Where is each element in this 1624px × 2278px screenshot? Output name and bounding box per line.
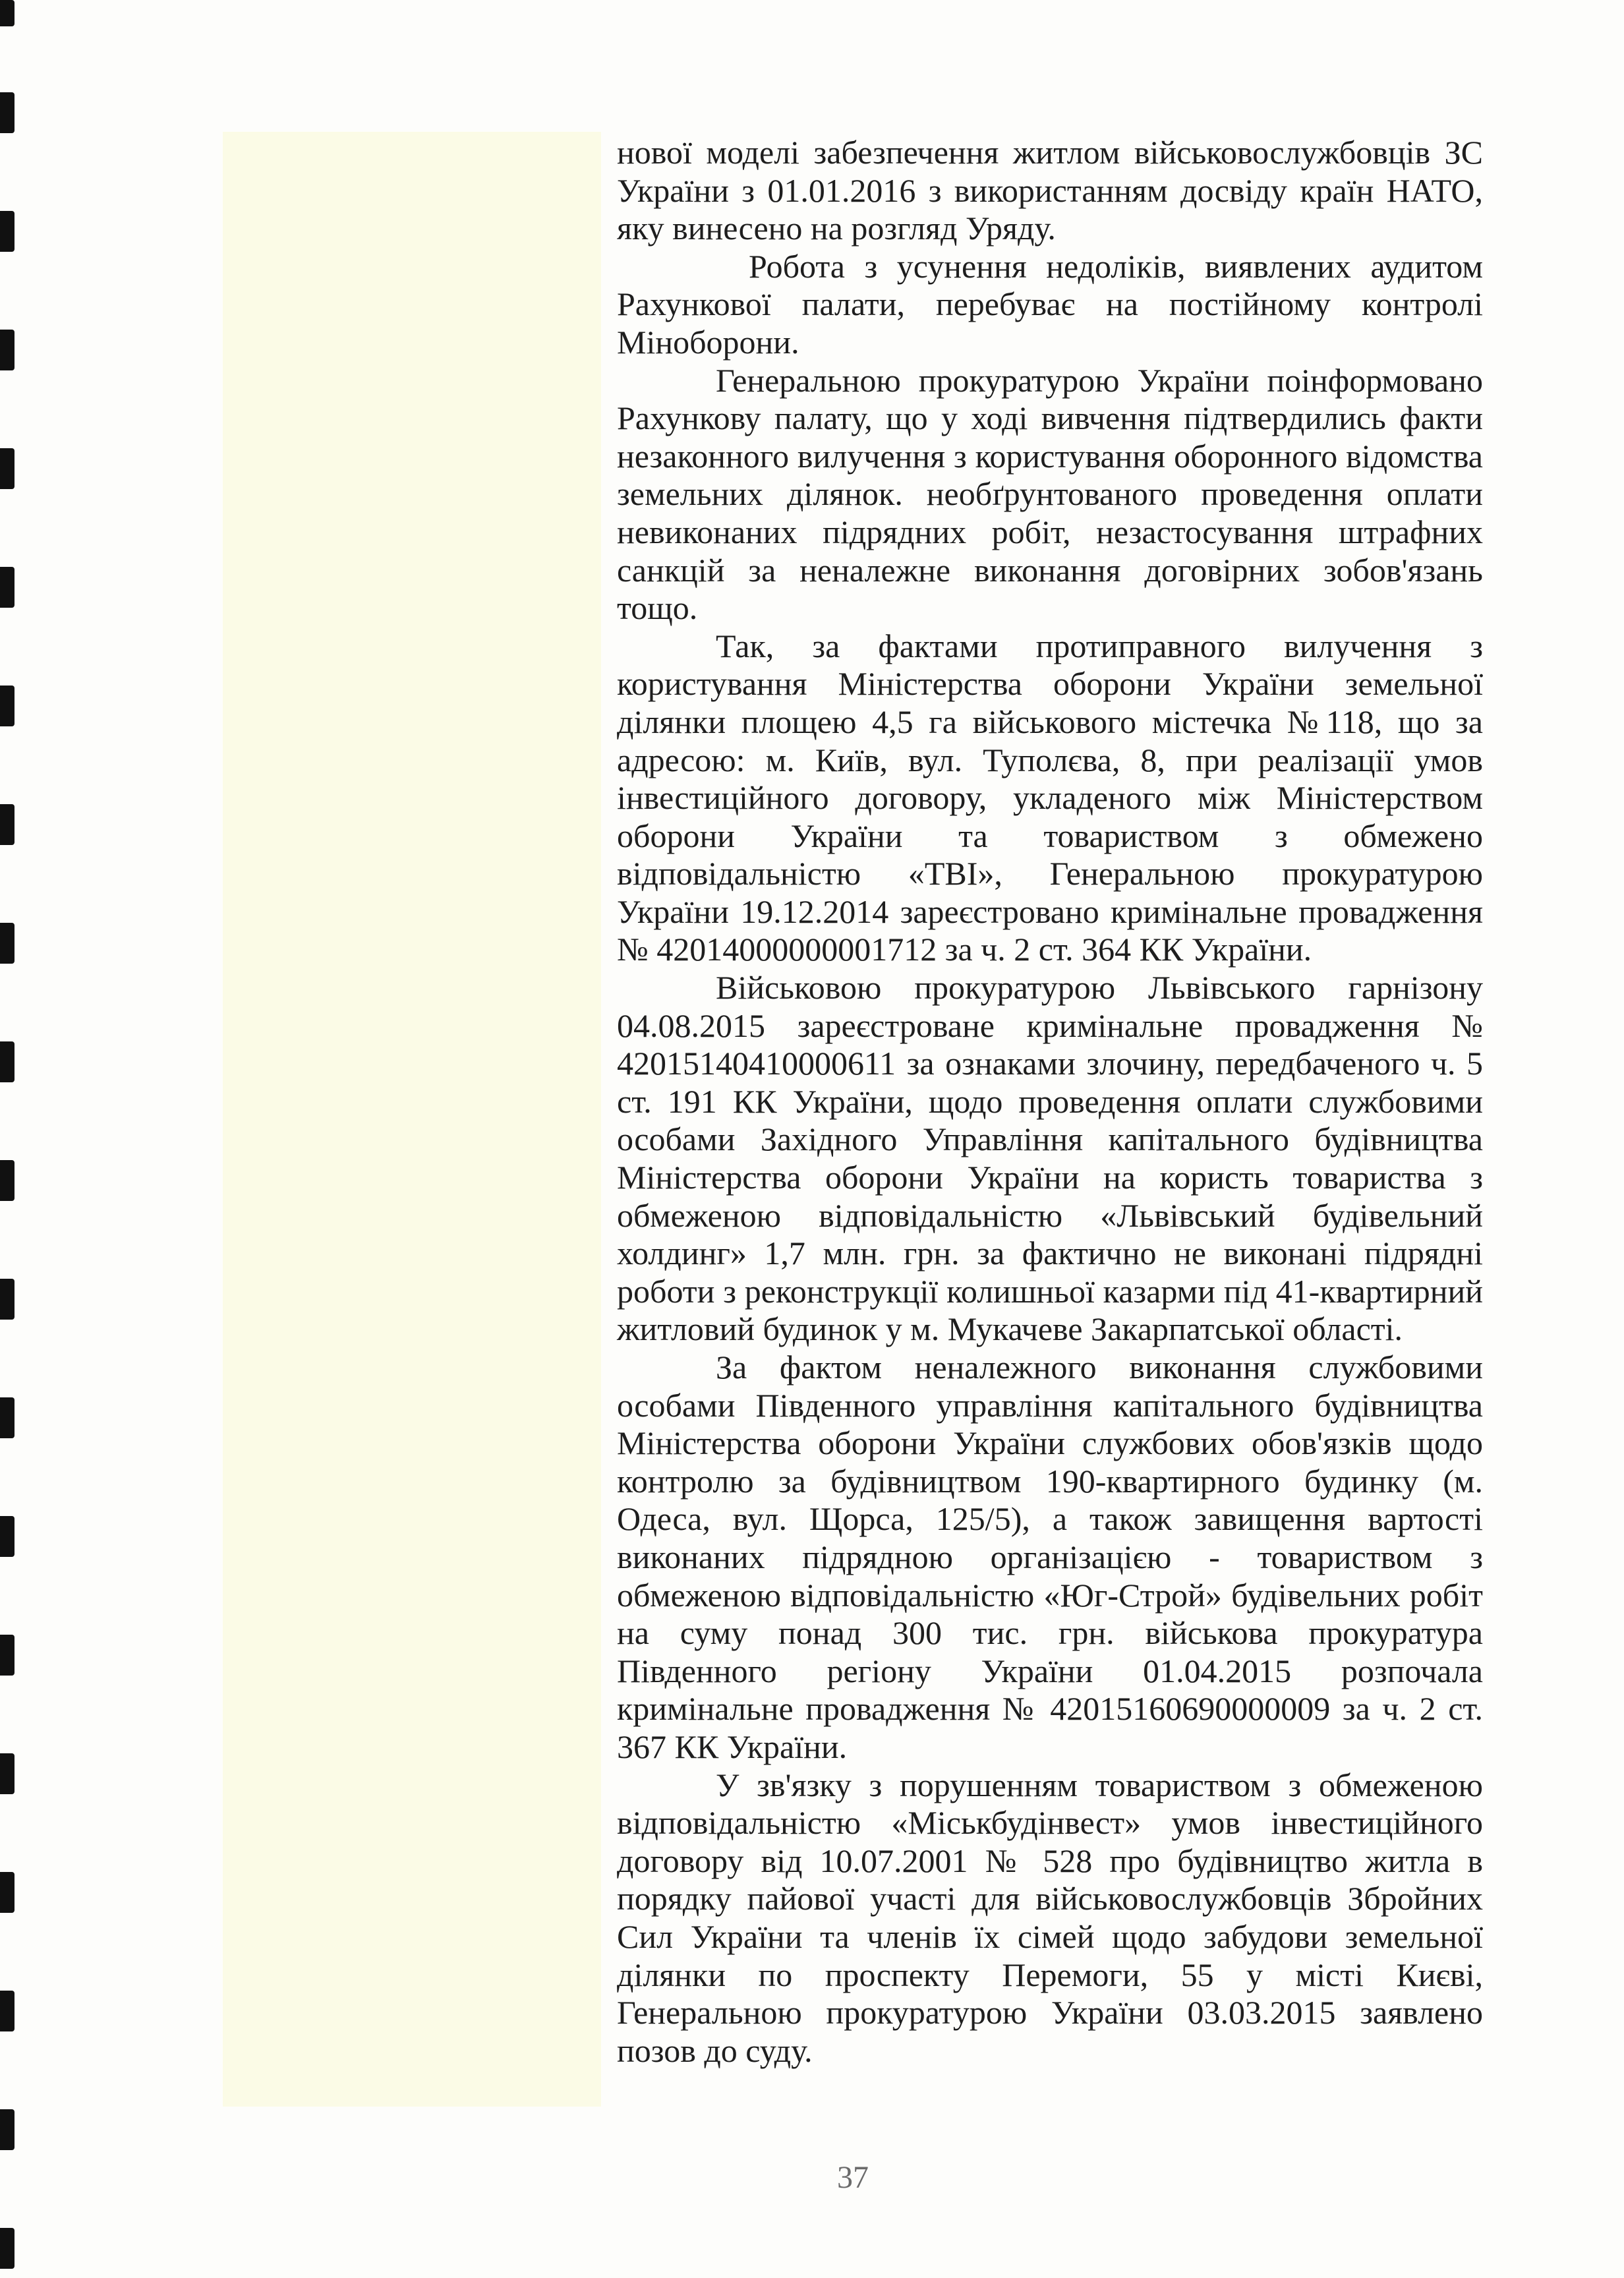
binding-hole xyxy=(0,448,14,489)
binding-hole xyxy=(0,2228,14,2269)
binding-hole xyxy=(0,0,14,26)
paragraph: За фактом неналежного виконання службовими особами Південного управління капітального будівництва Міністерства оборони України службових обов'язків щодо контролю за будівництвом 190-квартирного будинку (м. Одеса, вул. Щорса, 125/5), а також завищення вартості виконаних підрядною організацією - товариством з обмеженою відповідальністю «Юг-Строй» будівельних робіт на суму понад 300 тис. грн. військова прокуратура Південного регіону України 01.04.2015 розпочала кримінальне провадження № 42015160690000009 за ч. 2 ст. 367 КК України. xyxy=(617,1349,1483,1765)
paragraph: У зв'язку з порушенням товариством з обмеженою відповідальністю «Міськбудінвест» умов інвестиційного договору від 10.07.2001 № 528 про будівництво житла в порядку пайової участі для військовослужбовців Збройних Сил України та членів їх сімей щодо забудови земельної ділянки по проспекту Перемоги, 55 у місті Києві, Генеральною прокуратурою України 03.03.2015 заявлено позов до суду. xyxy=(617,1766,1483,2069)
document-body xyxy=(617,134,1483,2070)
spiral-binding xyxy=(0,0,29,2278)
paragraph: Військовою прокуратурою Львівського гарнізону 04.08.2015 зареєстроване кримінальне провадження № 42015140410000611 за ознаками злочину, передбаченого ч. 5 ст. 191 КК України, щодо проведення оплати службовими особами Західного Управління капітального будівництва Міністерства оборони України на користь товариства з обмеженою відповідальністю «Львівський будівельний холдинг» 1,7 млн. грн. за фактично не виконані підрядні роботи з реконструкції колишньої казарми під 41-квартирний житловий будинок у м. Мукачеве Закарпатської області. xyxy=(617,969,1483,1348)
binding-hole xyxy=(0,1160,14,1201)
paragraph: Робота з усунення недоліків, виявлених аудитом Рахункової палати, перебуває на постійному контролі Міноборони. xyxy=(617,247,1483,361)
binding-hole xyxy=(0,1753,14,1794)
paragraph: нової моделі забезпечення житлом військовослужбовців ЗС України з 01.01.2016 з використанням досвіду країн НАТО, яку винесено на розгляд Уряду. xyxy=(617,134,1483,247)
binding-hole xyxy=(0,2109,14,2150)
binding-hole xyxy=(0,923,14,964)
binding-hole xyxy=(0,211,14,252)
binding-hole xyxy=(0,1516,14,1557)
binding-hole xyxy=(0,1991,14,2031)
binding-hole xyxy=(0,1041,14,1082)
binding-hole xyxy=(0,1397,14,1438)
margin-column xyxy=(223,132,601,2107)
binding-hole xyxy=(0,1279,14,1320)
binding-hole xyxy=(0,1635,14,1676)
paragraph: Генеральною прокуратурою України поінформовано Рахункову палату, що у ході вивчення підтвердились факти незаконного вилучення з користування оборонного відомства земельних ділянок. необґрунтованого проведення оплати невиконаних підрядних робіт, незастосування штрафних санкцій за неналежне виконання договірних зобов'язань тощо. xyxy=(617,361,1483,627)
binding-hole xyxy=(0,567,14,608)
binding-hole xyxy=(0,330,14,370)
binding-hole xyxy=(0,686,14,726)
page-number: 37 xyxy=(837,2160,869,2195)
binding-hole xyxy=(0,92,14,133)
binding-hole xyxy=(0,1872,14,1913)
paragraph: Так, за фактами протиправного вилучення з користування Міністерства оборони України земельної ділянки площею 4,5 га військового містечка №118, що за адресою: м. Київ, вул. Туполєва, 8, при реалізації умов інвестиційного договору, укладеного між Міністерством оборони України та товариством з обмежено відповідальністю «ТВІ», Генеральною прокуратурою України 19.12.2014 зареєстровано кримінальне провадження № 42014000000001712 за ч. 2 ст. 364 КК України. xyxy=(617,627,1483,968)
binding-hole xyxy=(0,804,14,845)
